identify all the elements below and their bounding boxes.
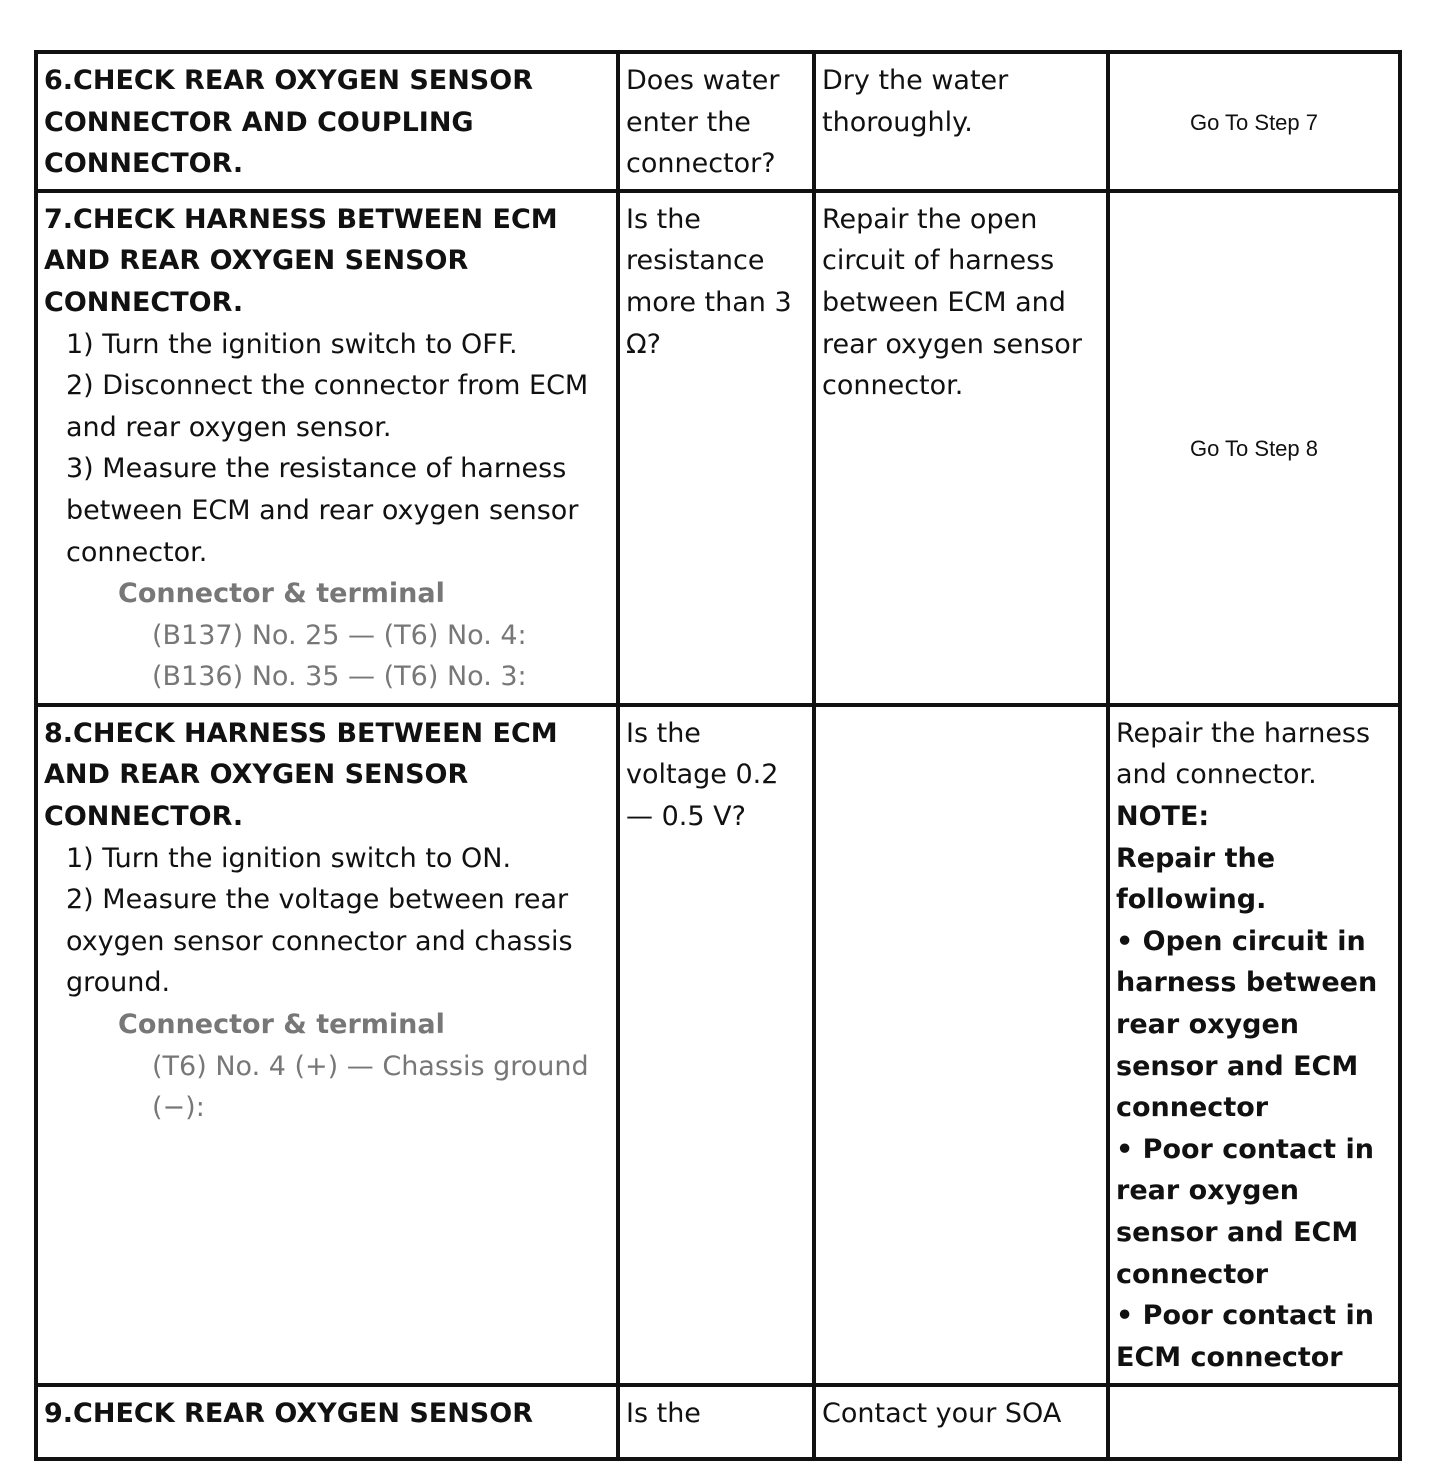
yes-cell: Contact your SOA (814, 1385, 1108, 1459)
note-label: NOTE: (1116, 800, 1210, 832)
yes-cell: Repair the open circuit of harness between ECM and rear oxygen sensor connector. (814, 191, 1108, 705)
table-row (36, 52, 1400, 191)
connector-heading: Connector & terminal (118, 1008, 445, 1040)
check-cell: Does water enter the connector? (618, 52, 814, 191)
note-bullet: • Open circuit in harness between rear oxygen sensor and ECM connector (1116, 925, 1378, 1124)
step-title: 6.CHECK REAR OXYGEN SENSOR CONNECTOR AND COUPLING CONNECTOR. (44, 65, 533, 180)
step-cell (36, 705, 618, 1385)
table-row (36, 705, 1400, 1385)
step-title: 8.CHECK HARNESS BETWEEN ECM AND REAR OXYGEN SENSOR CONNECTOR. (44, 717, 558, 832)
procedure-list (44, 324, 610, 574)
check-cell: Is the voltage 0.2 — 0.5 V? (618, 705, 814, 1385)
connector-terminal: (B137) No. 25 — (T6) No. 4: (152, 619, 527, 651)
check-cell: Is the (618, 1385, 814, 1459)
yes-cell: Dry the water thoroughly. (814, 52, 1108, 191)
connector-terminal: (B136) No. 35 — (T6) No. 3: (152, 661, 527, 693)
no-cell (1108, 705, 1400, 1385)
connector-terminal: (T6) No. 4 (+) — Chassis ground (−): (152, 1050, 589, 1124)
procedure-step: 1) Turn the ignition switch to OFF. (66, 328, 518, 360)
procedure-step: 2) Measure the voltage between rear oxygen sensor connector and chassis ground. (66, 884, 573, 999)
connector-heading: Connector & terminal (118, 578, 445, 610)
step-title: 9.CHECK REAR OXYGEN SENSOR (44, 1397, 533, 1429)
note-text: Repair the following. (1116, 842, 1276, 916)
yes-cell (814, 705, 1108, 1385)
step-cell (36, 191, 618, 705)
procedure-list (44, 838, 610, 1004)
step-title: 7.CHECK HARNESS BETWEEN ECM AND REAR OXYGEN SENSOR CONNECTOR. (44, 203, 558, 318)
repair-text: Repair the harness and connector. (1116, 717, 1371, 791)
note-bullet: • Poor contact in rear oxygen sensor and ECM connector (1116, 1133, 1374, 1290)
note-bullet: • Poor contact in ECM connector (1116, 1300, 1374, 1373)
procedure-step: 1) Turn the ignition switch to ON. (66, 842, 512, 874)
procedure-step: 2) Disconnect the connector from ECM and rear oxygen sensor. (66, 370, 589, 443)
no-cell: Go To Step 7 (1108, 52, 1400, 191)
no-cell: Go To Step 8 (1108, 191, 1400, 705)
procedure-step: 3) Measure the resistance of harness between ECM and rear oxygen sensor connector. (66, 453, 579, 568)
no-cell (1108, 1385, 1400, 1459)
table-row (36, 191, 1400, 705)
diagnostic-table (34, 50, 1402, 1461)
table-row (36, 1385, 1400, 1459)
step-cell (36, 1385, 618, 1459)
step-cell (36, 52, 618, 191)
check-cell: Is the resistance more than 3 Ω? (618, 191, 814, 705)
